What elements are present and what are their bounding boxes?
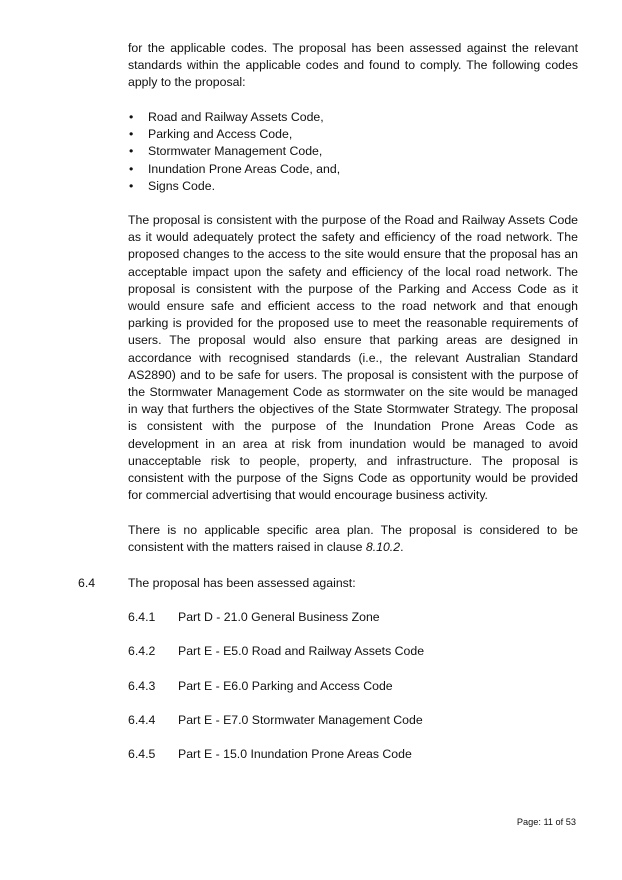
subsection-number: 6.4.1 (128, 610, 156, 624)
subsection-row (128, 609, 380, 626)
bullet-icon: • (129, 127, 134, 142)
code-label: Signs Code. (148, 178, 215, 193)
subsection-row (128, 712, 423, 729)
subsection-row (128, 746, 412, 763)
plan-end: . (400, 540, 404, 555)
code-label: Stormwater Management Code, (148, 144, 323, 159)
purpose-paragraph: The proposal is consistent with the purpose of the Road and Railway Assets Code as it would adequately protect the safety and efficiency of the road network. The proposed changes to the access to the site would ensure that the proposal has an acceptable impact upon the safety and efficiency of the local road network. The proposal is consistent with the purpose of the Parking and Access Code as it would ensure safe and efficient access to the road network and that enough parking is provided for the proposed use to meet the reasonable requirements of users. The proposal would also ensure that parking areas are designed in accordance with recognised standards (i.e., the relevant Australian Standard AS2890) and to be safe for users. The proposal is consistent with the purpose of the Stormwater Management Code as stormwater on the site would be managed in way that furthers the objectives of the State Stormwater Strategy. The proposal is consistent with the purpose of the Inundation Prone Areas Code as development in an area at risk from inundation would be managed to avoid unacceptable risk to people, property, and infrastructure. The proposal is consistent with the purpose of the Signs Code as opportunity would be provided for commercial advertising that would encourage business activity. (128, 213, 578, 503)
bullet-icon: • (129, 161, 134, 176)
bullet-icon: • (129, 110, 134, 124)
page-number: Page: 11 of 53 (516, 817, 576, 827)
list-item (128, 178, 340, 195)
subsection-text: Part E - E5.0 Road and Railway Assets Code (178, 644, 425, 658)
subsection-number: 6.4.4 (128, 713, 156, 727)
subsection-row (128, 643, 424, 660)
subsection-text: Part E - E7.0 Stormwater Management Code (178, 713, 423, 727)
section-text: The proposal has been assessed against: (128, 576, 356, 590)
list-item (128, 126, 340, 143)
bullet-icon: • (129, 178, 134, 193)
subsection-number: 6.4.2 (128, 644, 156, 658)
list-item (128, 109, 340, 126)
list-item (128, 161, 340, 178)
code-label: Road and Railway Assets Code, (148, 110, 324, 124)
code-label: Inundation Prone Areas Code, and, (148, 161, 341, 176)
subsection-number: 6.4.3 (128, 679, 156, 693)
intro-paragraph: for the applicable codes. The proposal has been assessed against the relevant standards within the applicable codes and found to comply. The following codes apply to the proposal: (128, 41, 578, 90)
subsection-number: 6.4.5 (128, 747, 156, 761)
code-label: Parking and Access Code, (148, 127, 293, 142)
section-number: 6.4 (78, 576, 96, 590)
codes-list (128, 109, 340, 195)
bullet-icon: • (129, 144, 134, 159)
subsection-text: Part D - 21.0 General Business Zone (178, 610, 380, 624)
subsection-text: Part E - 15.0 Inundation Prone Areas Code (178, 747, 412, 761)
plan-text: There is no applicable specific area plan. The proposal is considered to be consistent with the matters raised in clause (128, 523, 578, 555)
subsection-row (128, 678, 393, 695)
specific-area-plan-paragraph (128, 522, 578, 556)
subsection-text: Part E - E6.0 Parking and Access Code (178, 679, 393, 693)
clause-reference: 8.10.2 (365, 540, 401, 555)
list-item (128, 143, 340, 160)
